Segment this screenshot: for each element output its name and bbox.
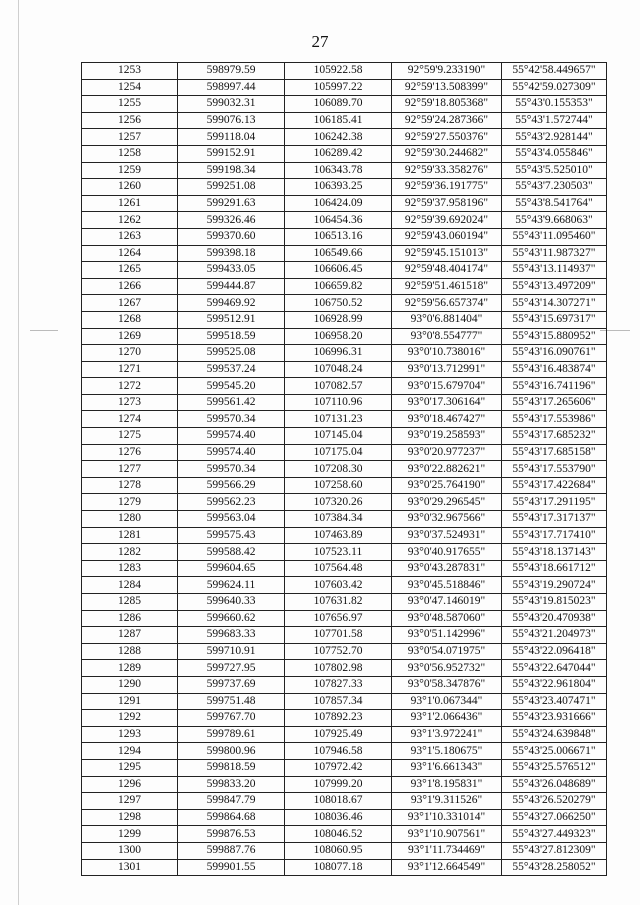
- latitude-cell: 55°43'15.697317": [502, 311, 607, 328]
- table-row: [82, 743, 607, 760]
- x-coordinate-cell: 599525.08: [178, 345, 285, 362]
- y-coordinate-cell: 107463.89: [285, 527, 392, 544]
- point-number-cell: 1255: [82, 96, 178, 113]
- x-coordinate-cell: 599251.08: [178, 179, 285, 196]
- point-number-cell: 1287: [82, 627, 178, 644]
- y-coordinate-cell: 107827.33: [285, 676, 392, 693]
- point-number-cell: 1254: [82, 79, 178, 96]
- table-row: [82, 826, 607, 843]
- x-coordinate-cell: 599433.05: [178, 262, 285, 279]
- point-number-cell: 1284: [82, 577, 178, 594]
- latitude-cell: 55°43'18.661712": [502, 560, 607, 577]
- x-coordinate-cell: 599444.87: [178, 278, 285, 295]
- point-number-cell: 1268: [82, 311, 178, 328]
- latitude-cell: 55°43'21.204973": [502, 627, 607, 644]
- y-coordinate-cell: 107972.42: [285, 759, 392, 776]
- longitude-cell: 93°0'37.524931": [392, 527, 502, 544]
- latitude-cell: 55°43'17.422684": [502, 477, 607, 494]
- x-coordinate-cell: 599710.91: [178, 643, 285, 660]
- latitude-cell: 55°43'24.639848": [502, 726, 607, 743]
- point-number-cell: 1270: [82, 345, 178, 362]
- latitude-cell: 55°43'13.114937": [502, 262, 607, 279]
- point-number-cell: 1293: [82, 726, 178, 743]
- y-coordinate-cell: 107082.57: [285, 378, 392, 395]
- longitude-cell: 92°59'51.461518": [392, 278, 502, 295]
- point-number-cell: 1257: [82, 129, 178, 146]
- point-number-cell: 1290: [82, 676, 178, 693]
- point-number-cell: 1272: [82, 378, 178, 395]
- point-number-cell: 1298: [82, 809, 178, 826]
- point-number-cell: 1275: [82, 428, 178, 445]
- x-coordinate-cell: 599537.24: [178, 361, 285, 378]
- latitude-cell: 55°43'16.090761": [502, 345, 607, 362]
- y-coordinate-cell: 108077.18: [285, 859, 392, 876]
- x-coordinate-cell: 599291.63: [178, 195, 285, 212]
- y-coordinate-cell: 107145.04: [285, 428, 392, 445]
- point-number-cell: 1282: [82, 544, 178, 561]
- longitude-cell: 93°0'20.977237": [392, 444, 502, 461]
- y-coordinate-cell: 107701.58: [285, 627, 392, 644]
- point-number-cell: 1280: [82, 511, 178, 528]
- table-row: [82, 494, 607, 511]
- longitude-cell: 93°0'54.071975": [392, 643, 502, 660]
- table-row: [82, 378, 607, 395]
- x-coordinate-cell: 599561.42: [178, 394, 285, 411]
- y-coordinate-cell: 106928.99: [285, 311, 392, 328]
- point-number-cell: 1296: [82, 776, 178, 793]
- longitude-cell: 93°1'10.331014": [392, 809, 502, 826]
- point-number-cell: 1299: [82, 826, 178, 843]
- x-coordinate-cell: 599076.13: [178, 112, 285, 129]
- x-coordinate-cell: 599326.46: [178, 212, 285, 229]
- longitude-cell: 92°59'9.233190": [392, 63, 502, 80]
- point-number-cell: 1262: [82, 212, 178, 229]
- longitude-cell: 93°0'17.306164": [392, 394, 502, 411]
- point-number-cell: 1277: [82, 461, 178, 478]
- latitude-cell: 55°42'59.027309": [502, 79, 607, 96]
- y-coordinate-cell: 107656.97: [285, 610, 392, 627]
- table-row: [82, 444, 607, 461]
- x-coordinate-cell: 599563.04: [178, 511, 285, 528]
- table-row: [82, 63, 607, 80]
- longitude-cell: 92°59'24.287366": [392, 112, 502, 129]
- table-row: [82, 295, 607, 312]
- point-number-cell: 1281: [82, 527, 178, 544]
- x-coordinate-cell: 599737.69: [178, 676, 285, 693]
- latitude-cell: 55°43'23.407471": [502, 693, 607, 710]
- x-coordinate-cell: 599566.29: [178, 477, 285, 494]
- point-number-cell: 1291: [82, 693, 178, 710]
- y-coordinate-cell: 106606.45: [285, 262, 392, 279]
- y-coordinate-cell: 108036.46: [285, 809, 392, 826]
- point-number-cell: 1294: [82, 743, 178, 760]
- y-coordinate-cell: 107946.58: [285, 743, 392, 760]
- x-coordinate-cell: 599789.61: [178, 726, 285, 743]
- latitude-cell: 55°43'26.048689": [502, 776, 607, 793]
- latitude-cell: 55°43'23.931666": [502, 710, 607, 727]
- table-row: [82, 477, 607, 494]
- table-row: [82, 345, 607, 362]
- table-row: [82, 842, 607, 859]
- latitude-cell: 55°42'58.449657": [502, 63, 607, 80]
- table-row: [82, 776, 607, 793]
- y-coordinate-cell: 107892.23: [285, 710, 392, 727]
- latitude-cell: 55°43'2.928144": [502, 129, 607, 146]
- latitude-cell: 55°43'17.553790": [502, 461, 607, 478]
- latitude-cell: 55°43'17.553986": [502, 411, 607, 428]
- table-row: [82, 627, 607, 644]
- point-number-cell: 1283: [82, 560, 178, 577]
- longitude-cell: 93°1'10.907561": [392, 826, 502, 843]
- y-coordinate-cell: 107208.30: [285, 461, 392, 478]
- table-row: [82, 311, 607, 328]
- longitude-cell: 93°1'12.664549": [392, 859, 502, 876]
- y-coordinate-cell: 107999.20: [285, 776, 392, 793]
- table-row: [82, 79, 607, 96]
- table-row: [82, 643, 607, 660]
- latitude-cell: 55°43'22.647044": [502, 660, 607, 677]
- longitude-cell: 93°0'43.287831": [392, 560, 502, 577]
- longitude-cell: 93°0'40.917655": [392, 544, 502, 561]
- x-coordinate-cell: 598997.44: [178, 79, 285, 96]
- y-coordinate-cell: 107603.42: [285, 577, 392, 594]
- latitude-cell: 55°43'27.066250": [502, 809, 607, 826]
- y-coordinate-cell: 106343.78: [285, 162, 392, 179]
- x-coordinate-cell: 599604.65: [178, 560, 285, 577]
- x-coordinate-cell: 599727.95: [178, 660, 285, 677]
- x-coordinate-cell: 599469.92: [178, 295, 285, 312]
- longitude-cell: 93°0'13.712991": [392, 361, 502, 378]
- x-coordinate-cell: 599887.76: [178, 842, 285, 859]
- longitude-cell: 93°0'22.882621": [392, 461, 502, 478]
- longitude-cell: 93°0'51.142996": [392, 627, 502, 644]
- longitude-cell: 93°0'15.679704": [392, 378, 502, 395]
- table-row: [82, 527, 607, 544]
- longitude-cell: 93°0'45.518846": [392, 577, 502, 594]
- table-row: [82, 693, 607, 710]
- y-coordinate-cell: 106454.36: [285, 212, 392, 229]
- x-coordinate-cell: 598979.59: [178, 63, 285, 80]
- latitude-cell: 55°43'1.572744": [502, 112, 607, 129]
- table-row: [82, 428, 607, 445]
- y-coordinate-cell: 108046.52: [285, 826, 392, 843]
- table-row: [82, 212, 607, 229]
- longitude-cell: 93°1'8.195831": [392, 776, 502, 793]
- latitude-cell: 55°43'19.290724": [502, 577, 607, 594]
- table-row: [82, 461, 607, 478]
- table-row: [82, 759, 607, 776]
- x-coordinate-cell: 599198.34: [178, 162, 285, 179]
- table-row: [82, 560, 607, 577]
- latitude-cell: 55°43'27.449323": [502, 826, 607, 843]
- latitude-cell: 55°43'25.576512": [502, 759, 607, 776]
- longitude-cell: 92°59'48.404174": [392, 262, 502, 279]
- longitude-cell: 93°0'32.967566": [392, 511, 502, 528]
- latitude-cell: 55°43'25.006671": [502, 743, 607, 760]
- x-coordinate-cell: 599570.34: [178, 461, 285, 478]
- x-coordinate-cell: 599751.48: [178, 693, 285, 710]
- x-coordinate-cell: 599588.42: [178, 544, 285, 561]
- point-number-cell: 1285: [82, 594, 178, 611]
- y-coordinate-cell: 107752.70: [285, 643, 392, 660]
- longitude-cell: 93°1'5.180675": [392, 743, 502, 760]
- table-row: [82, 710, 607, 727]
- table-row: [82, 112, 607, 129]
- longitude-cell: 93°0'6.881404": [392, 311, 502, 328]
- y-coordinate-cell: 107523.11: [285, 544, 392, 561]
- latitude-cell: 55°43'4.055846": [502, 145, 607, 162]
- scan-margin-mark: [30, 330, 58, 331]
- point-number-cell: 1264: [82, 245, 178, 262]
- point-number-cell: 1261: [82, 195, 178, 212]
- point-number-cell: 1289: [82, 660, 178, 677]
- longitude-cell: 93°0'25.764190": [392, 477, 502, 494]
- y-coordinate-cell: 106089.70: [285, 96, 392, 113]
- latitude-cell: 55°43'11.987327": [502, 245, 607, 262]
- y-coordinate-cell: 106424.09: [285, 195, 392, 212]
- x-coordinate-cell: 599660.62: [178, 610, 285, 627]
- longitude-cell: 93°0'29.296545": [392, 494, 502, 511]
- coordinates-table-body: [82, 63, 607, 876]
- point-number-cell: 1253: [82, 63, 178, 80]
- point-number-cell: 1292: [82, 710, 178, 727]
- x-coordinate-cell: 599901.55: [178, 859, 285, 876]
- longitude-cell: 92°59'13.508399": [392, 79, 502, 96]
- latitude-cell: 55°43'17.317137": [502, 511, 607, 528]
- longitude-cell: 92°59'36.191775": [392, 179, 502, 196]
- y-coordinate-cell: 107048.24: [285, 361, 392, 378]
- y-coordinate-cell: 105997.22: [285, 79, 392, 96]
- x-coordinate-cell: 599518.59: [178, 328, 285, 345]
- point-number-cell: 1263: [82, 228, 178, 245]
- point-number-cell: 1260: [82, 179, 178, 196]
- table-row: [82, 676, 607, 693]
- longitude-cell: 93°1'2.066436": [392, 710, 502, 727]
- y-coordinate-cell: 106750.52: [285, 295, 392, 312]
- table-row: [82, 610, 607, 627]
- longitude-cell: 93°1'0.067344": [392, 693, 502, 710]
- y-coordinate-cell: 107925.49: [285, 726, 392, 743]
- point-number-cell: 1286: [82, 610, 178, 627]
- longitude-cell: 93°0'48.587060": [392, 610, 502, 627]
- latitude-cell: 55°43'17.685158": [502, 444, 607, 461]
- y-coordinate-cell: 106242.38: [285, 129, 392, 146]
- x-coordinate-cell: 599833.20: [178, 776, 285, 793]
- table-row: [82, 660, 607, 677]
- longitude-cell: 93°0'18.467427": [392, 411, 502, 428]
- latitude-cell: 55°43'26.520279": [502, 793, 607, 810]
- y-coordinate-cell: 107258.60: [285, 477, 392, 494]
- y-coordinate-cell: 106996.31: [285, 345, 392, 362]
- y-coordinate-cell: 106958.20: [285, 328, 392, 345]
- longitude-cell: 93°1'9.311526": [392, 793, 502, 810]
- longitude-cell: 92°59'30.244682": [392, 145, 502, 162]
- table-row: [82, 726, 607, 743]
- y-coordinate-cell: 108060.95: [285, 842, 392, 859]
- y-coordinate-cell: 107384.34: [285, 511, 392, 528]
- longitude-cell: 92°59'27.550376": [392, 129, 502, 146]
- y-coordinate-cell: 107110.96: [285, 394, 392, 411]
- longitude-cell: 93°0'8.554777": [392, 328, 502, 345]
- table-row: [82, 278, 607, 295]
- longitude-cell: 93°0'47.146019": [392, 594, 502, 611]
- point-number-cell: 1259: [82, 162, 178, 179]
- x-coordinate-cell: 599683.33: [178, 627, 285, 644]
- y-coordinate-cell: 107320.26: [285, 494, 392, 511]
- latitude-cell: 55°43'9.668063": [502, 212, 607, 229]
- table-row: [82, 245, 607, 262]
- point-number-cell: 1278: [82, 477, 178, 494]
- latitude-cell: 55°43'8.541764": [502, 195, 607, 212]
- point-number-cell: 1297: [82, 793, 178, 810]
- latitude-cell: 55°43'22.961804": [502, 676, 607, 693]
- longitude-cell: 92°59'18.805368": [392, 96, 502, 113]
- x-coordinate-cell: 599864.68: [178, 809, 285, 826]
- y-coordinate-cell: 106549.66: [285, 245, 392, 262]
- table-row: [82, 162, 607, 179]
- point-number-cell: 1274: [82, 411, 178, 428]
- latitude-cell: 55°43'13.497209": [502, 278, 607, 295]
- y-coordinate-cell: 106513.16: [285, 228, 392, 245]
- latitude-cell: 55°43'22.096418": [502, 643, 607, 660]
- table-row: [82, 179, 607, 196]
- table-row: [82, 544, 607, 561]
- table-row: [82, 328, 607, 345]
- x-coordinate-cell: 599545.20: [178, 378, 285, 395]
- x-coordinate-cell: 599562.23: [178, 494, 285, 511]
- latitude-cell: 55°43'14.307271": [502, 295, 607, 312]
- longitude-cell: 93°0'10.738016": [392, 345, 502, 362]
- x-coordinate-cell: 599032.31: [178, 96, 285, 113]
- y-coordinate-cell: 107857.34: [285, 693, 392, 710]
- x-coordinate-cell: 599574.40: [178, 428, 285, 445]
- point-number-cell: 1279: [82, 494, 178, 511]
- y-coordinate-cell: 106659.82: [285, 278, 392, 295]
- x-coordinate-cell: 599370.60: [178, 228, 285, 245]
- point-number-cell: 1266: [82, 278, 178, 295]
- coordinates-table: [81, 62, 607, 876]
- longitude-cell: 92°59'33.358276": [392, 162, 502, 179]
- point-number-cell: 1273: [82, 394, 178, 411]
- x-coordinate-cell: 599876.53: [178, 826, 285, 843]
- table-row: [82, 129, 607, 146]
- table-row: [82, 394, 607, 411]
- y-coordinate-cell: 107131.23: [285, 411, 392, 428]
- table-row: [82, 859, 607, 876]
- longitude-cell: 92°59'56.657374": [392, 295, 502, 312]
- point-number-cell: 1267: [82, 295, 178, 312]
- x-coordinate-cell: 599398.18: [178, 245, 285, 262]
- longitude-cell: 93°0'56.952732": [392, 660, 502, 677]
- latitude-cell: 55°43'16.483874": [502, 361, 607, 378]
- longitude-cell: 92°59'39.692024": [392, 212, 502, 229]
- latitude-cell: 55°43'27.812309": [502, 842, 607, 859]
- table-row: [82, 145, 607, 162]
- point-number-cell: 1300: [82, 842, 178, 859]
- point-number-cell: 1256: [82, 112, 178, 129]
- table-row: [82, 793, 607, 810]
- longitude-cell: 93°1'6.661343": [392, 759, 502, 776]
- table-row: [82, 809, 607, 826]
- point-number-cell: 1271: [82, 361, 178, 378]
- table-row: [82, 195, 607, 212]
- x-coordinate-cell: 599575.43: [178, 527, 285, 544]
- x-coordinate-cell: 599512.91: [178, 311, 285, 328]
- table-row: [82, 511, 607, 528]
- x-coordinate-cell: 599624.11: [178, 577, 285, 594]
- x-coordinate-cell: 599118.04: [178, 129, 285, 146]
- longitude-cell: 92°59'45.151013": [392, 245, 502, 262]
- x-coordinate-cell: 599847.79: [178, 793, 285, 810]
- x-coordinate-cell: 599152.91: [178, 145, 285, 162]
- latitude-cell: 55°43'19.815023": [502, 594, 607, 611]
- longitude-cell: 92°59'43.060194": [392, 228, 502, 245]
- latitude-cell: 55°43'15.880952": [502, 328, 607, 345]
- y-coordinate-cell: 105922.58: [285, 63, 392, 80]
- table-row: [82, 228, 607, 245]
- longitude-cell: 93°1'11.734469": [392, 842, 502, 859]
- table-row: [82, 577, 607, 594]
- longitude-cell: 93°1'3.972241": [392, 726, 502, 743]
- latitude-cell: 55°43'5.525010": [502, 162, 607, 179]
- table-row: [82, 262, 607, 279]
- table-row: [82, 361, 607, 378]
- latitude-cell: 55°43'28.258052": [502, 859, 607, 876]
- y-coordinate-cell: 106289.42: [285, 145, 392, 162]
- y-coordinate-cell: 107175.04: [285, 444, 392, 461]
- point-number-cell: 1269: [82, 328, 178, 345]
- latitude-cell: 55°43'17.717410": [502, 527, 607, 544]
- point-number-cell: 1288: [82, 643, 178, 660]
- point-number-cell: 1265: [82, 262, 178, 279]
- latitude-cell: 55°43'7.230503": [502, 179, 607, 196]
- table-row: [82, 96, 607, 113]
- point-number-cell: 1276: [82, 444, 178, 461]
- longitude-cell: 93°0'58.347876": [392, 676, 502, 693]
- x-coordinate-cell: 599818.59: [178, 759, 285, 776]
- latitude-cell: 55°43'11.095460": [502, 228, 607, 245]
- latitude-cell: 55°43'16.741196": [502, 378, 607, 395]
- latitude-cell: 55°43'17.291195": [502, 494, 607, 511]
- latitude-cell: 55°43'0.155353": [502, 96, 607, 113]
- longitude-cell: 93°0'19.258593": [392, 428, 502, 445]
- latitude-cell: 55°43'17.265606": [502, 394, 607, 411]
- point-number-cell: 1295: [82, 759, 178, 776]
- table-row: [82, 411, 607, 428]
- y-coordinate-cell: 107802.98: [285, 660, 392, 677]
- page-number: 27: [311, 32, 329, 51]
- table-row: [82, 594, 607, 611]
- y-coordinate-cell: 107564.48: [285, 560, 392, 577]
- x-coordinate-cell: 599640.33: [178, 594, 285, 611]
- point-number-cell: 1258: [82, 145, 178, 162]
- x-coordinate-cell: 599574.40: [178, 444, 285, 461]
- y-coordinate-cell: 107631.82: [285, 594, 392, 611]
- x-coordinate-cell: 599800.96: [178, 743, 285, 760]
- y-coordinate-cell: 106393.25: [285, 179, 392, 196]
- x-coordinate-cell: 599767.70: [178, 710, 285, 727]
- latitude-cell: 55°43'18.137143": [502, 544, 607, 561]
- latitude-cell: 55°43'17.685232": [502, 428, 607, 445]
- latitude-cell: 55°43'20.470938": [502, 610, 607, 627]
- point-number-cell: 1301: [82, 859, 178, 876]
- y-coordinate-cell: 108018.67: [285, 793, 392, 810]
- y-coordinate-cell: 106185.41: [285, 112, 392, 129]
- x-coordinate-cell: 599570.34: [178, 411, 285, 428]
- scan-left-edge: [18, 0, 19, 905]
- longitude-cell: 92°59'37.958196": [392, 195, 502, 212]
